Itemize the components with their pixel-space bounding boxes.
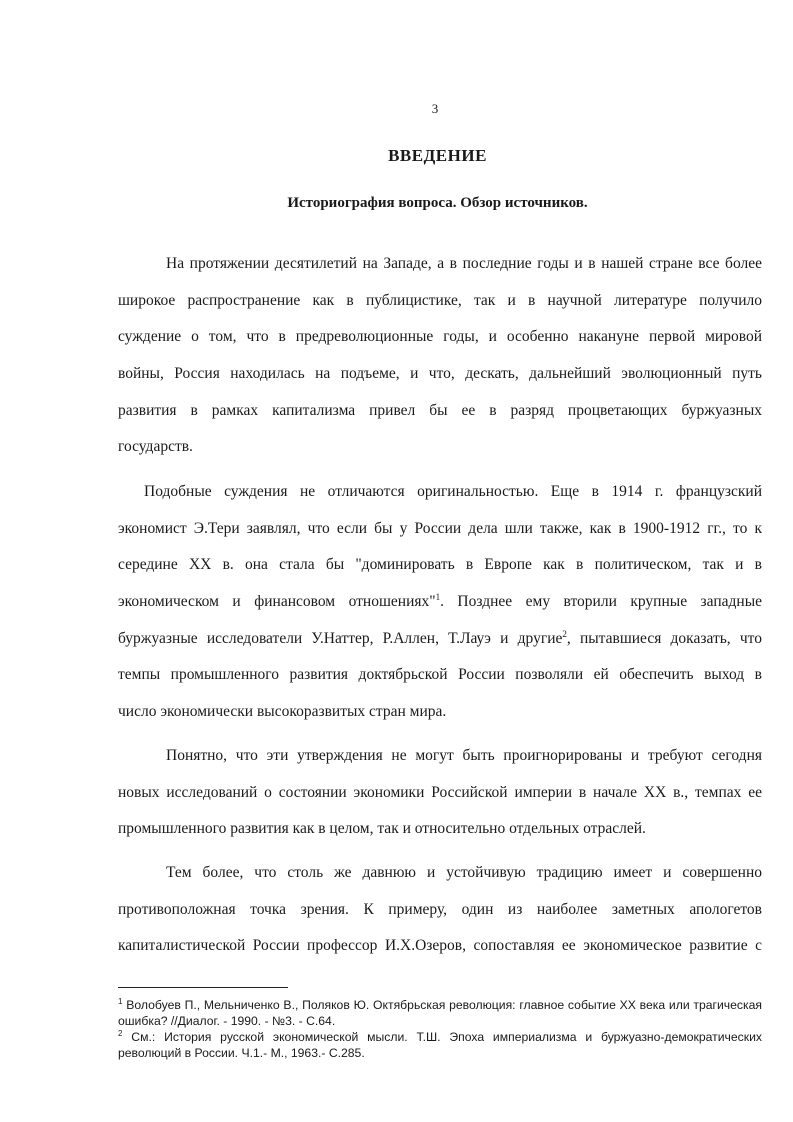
footnote-text: См.: История русской экономической мысли. Т.Ш. Эпоха империализма и буржуазно-демократических [131,1030,762,1044]
page-title: ВВЕДЕНИЕ [388,146,487,165]
footnote-line: революций в России. Ч.1.- М., 1963.- С.285. [118,1046,365,1060]
paragraph-line: новых исследований о состоянии экономики Российской империи в начале XX в., темпах ее [118,783,762,801]
footnote-mark: 2 [118,1029,123,1038]
footnote-mark: 1 [118,997,123,1006]
paragraph-line: суждение о том, что в предреволюционные годы, и особенно накануне первой мировой [118,328,762,346]
footnote-divider [118,987,288,988]
footnote-line [118,997,762,1013]
paragraph-line: промышленного развития как в целом, так и относительно отдельных отраслей. [118,820,646,838]
line-text: , пытавшиеся доказать, что [566,629,762,647]
paragraph-line: государств. [118,438,193,456]
paragraph-line: войны, Россия находилась на подъеме, и что, дескать, дальнейший эволюционный путь [118,365,762,383]
paragraph-line: Понятно, что эти утверждения не могут быть проигнорированы и требуют сегодня [166,747,762,764]
footnote-line: ошибка? //Диалог. - 1990. - №3. - С.64. [118,1014,336,1028]
page-number: 3 [431,101,439,116]
paragraph-line: На протяжении десятилетий на Западе, а в последние годы и в нашей стране все более [166,255,762,272]
line-text: экономическом и финансовом отношениях" [118,593,436,611]
paragraph-line: середине XX в. она стала бы "доминировать в Европе как в политическом, так и в [118,556,762,574]
paragraph-line: число экономически высокоразвитых стран мира. [118,703,447,721]
footnote-2 [118,1029,762,1061]
line-text: буржуазные исследователи У.Наттер, Р.Аллен, Т.Лауэ и другие [118,629,563,647]
paragraph-2 [118,474,762,731]
section-subtitle: Историография вопроса. Обзор источников. [287,195,588,211]
footnote-ref-2[interactable]: 2 [562,628,567,639]
footnote-1 [118,997,762,1029]
paragraph-line: противоположная точка зрения. К примеру, один из наиболее заметных апологетов [118,900,762,918]
footnotes [118,997,762,1061]
paragraph-4 [118,855,762,965]
paragraph-line: развития в рамках капитализма привел бы ее в разряд процветающих буржуазных [118,401,762,419]
paragraph-line: широкое распространение как в публицистике, так и в научной литературе получило [118,291,762,309]
paragraph-line-with-footnote [118,584,762,621]
paragraph-line: темпы промышленного развития доктябрьской России позволяли ей обеспечить выход в [118,666,762,684]
footnote-ref-1[interactable]: 1 [435,592,441,603]
footnote-text: Волобуев П., Мельниченко В., Поляков Ю. Октябрьская революция: главное событие XX века или трагическая [126,998,763,1012]
paragraph-line: экономист Э.Тери заявлял, что если бы у России дела шли также, как в 1900-1912 гг., то к [118,519,762,537]
paragraph-3 [118,738,762,848]
paragraph-line: капиталистической России профессор И.Х.Озеров, сопоставляя ее экономическое развитие с [118,937,762,955]
paragraph-line: Подобные суждения не отличаются оригинальностью. Еще в 1914 г. французский [144,483,762,500]
paragraph-line-with-footnote [118,621,762,658]
line-text: . Позднее ему вторили крупные западные [440,593,762,611]
footnote-line [118,1029,762,1045]
paragraph-line: Тем более, что столь же давнюю и устойчивую традицию имеет и совершенно [166,864,762,881]
paragraph-1 [118,246,762,466]
